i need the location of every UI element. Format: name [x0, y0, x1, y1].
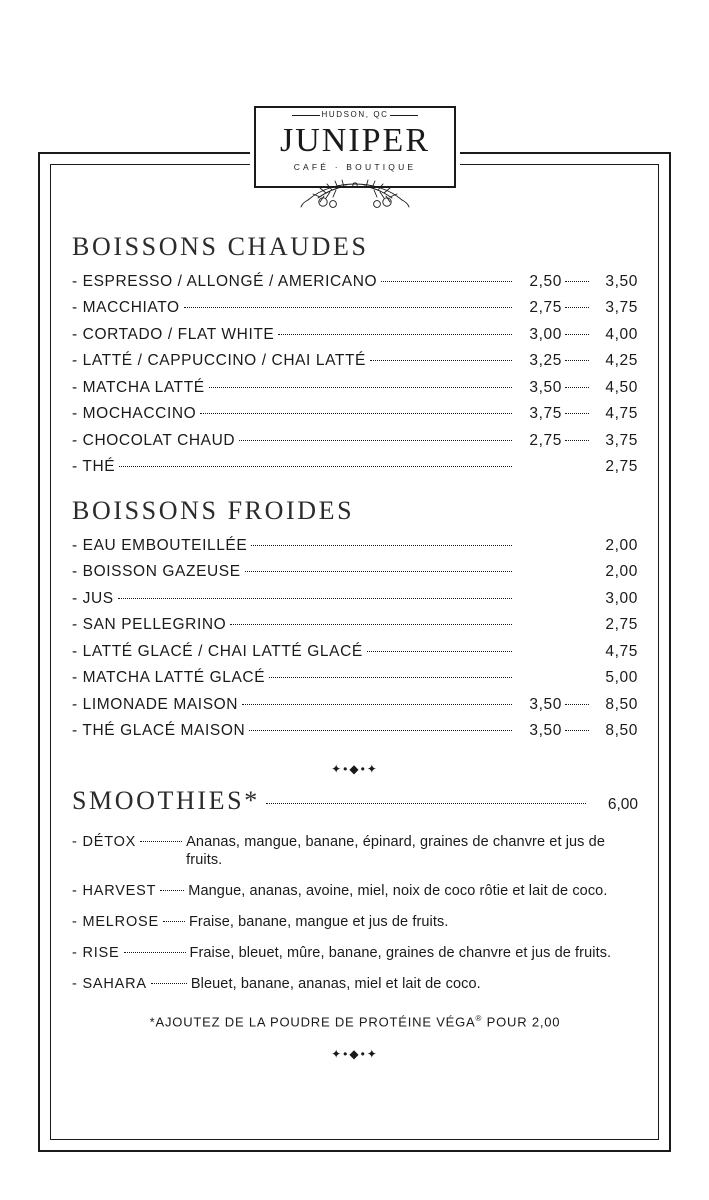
- smoothie-item: [72, 875, 638, 906]
- item-name: - LIMONADE MAISON: [72, 695, 239, 713]
- menu-row: [72, 374, 638, 401]
- dot-leader-mini: [565, 306, 589, 308]
- dot-leader-mini: [565, 703, 589, 705]
- dot-leader-mini: [565, 333, 589, 335]
- dot-leader-mini: [565, 729, 589, 731]
- menu-row: [72, 532, 638, 559]
- menu-row: [72, 665, 638, 692]
- juniper-wreath-icon: [250, 178, 460, 210]
- brand-logo: [250, 100, 460, 210]
- dot-leader: [140, 840, 182, 842]
- item-price-small: 3,75: [529, 405, 562, 422]
- item-price-large: 2,75: [605, 458, 638, 475]
- dot-leader-mini: [565, 280, 589, 282]
- item-name: - CORTADO / FLAT WHITE: [72, 325, 275, 343]
- menu-row: [72, 612, 638, 639]
- item-name: - JUS: [72, 589, 114, 607]
- ornament-divider-top: ✦•◆•✦: [331, 762, 379, 776]
- item-price-large: 3,75: [605, 299, 638, 316]
- dot-leader: [151, 982, 187, 984]
- menu-row: [72, 268, 638, 295]
- item-description: Mangue, ananas, avoine, miel, noix de coco rôtie et lait de coco.: [188, 882, 608, 899]
- dot-leader-mini: [565, 359, 589, 361]
- item-description: Fraise, bleuet, mûre, banane, graines de chanvre et jus de fruits.: [189, 945, 612, 961]
- item-price-large: 4,25: [605, 352, 638, 369]
- item-name: - ESPRESSO / ALLONGÉ / AMERICANO: [72, 272, 378, 290]
- menu-row: [72, 585, 638, 612]
- item-name: - THÉ GLACÉ MAISON: [72, 722, 246, 739]
- item-name: - MACCHIATO: [72, 299, 180, 316]
- item-name: - LATTÉ GLACÉ / CHAI LATTÉ GLACÉ: [72, 642, 363, 660]
- item-price-small: 3,50: [529, 695, 562, 713]
- dot-leader-mini: [565, 386, 589, 388]
- menu-row: [72, 691, 638, 718]
- item-name: - EAU EMBOUTEILLÉE: [72, 536, 248, 554]
- menu-content: [72, 232, 638, 1071]
- dot-leader: [251, 544, 512, 546]
- item-name: - BOISSON GAZEUSE: [72, 563, 241, 580]
- menu-row: [72, 718, 638, 745]
- logo-wordmark: JUNIPER: [279, 122, 431, 159]
- item-price-large: 5,00: [605, 669, 638, 686]
- item-price-large: 8,50: [605, 695, 638, 713]
- ornament-divider-bottom: ✦•◆•✦: [331, 1047, 379, 1062]
- menu-row: [72, 401, 638, 428]
- section-title: SMOOTHIES*: [72, 786, 260, 815]
- dot-leader: [119, 465, 512, 467]
- dot-leader: [230, 623, 512, 625]
- smoothie-item: [72, 826, 638, 875]
- dot-leader: [239, 439, 512, 441]
- dot-leader: [245, 570, 512, 572]
- item-price-small: 3,50: [529, 378, 562, 396]
- item-description: Bleuet, banane, ananas, miel et lait de coco.: [190, 976, 481, 993]
- item-name: - RISE: [72, 945, 120, 961]
- dot-leader: [367, 650, 512, 652]
- smoothies-header: [72, 786, 638, 816]
- item-name: - THÉ: [72, 458, 116, 475]
- item-name: - MELROSE: [72, 913, 159, 930]
- item-price-small: 2,50: [529, 272, 562, 290]
- section-boissons-froides: [72, 496, 638, 744]
- dot-leader: [163, 920, 185, 922]
- item-price-large: 2,00: [605, 563, 638, 580]
- smoothie-item: [72, 969, 638, 1000]
- item-name: - MATCHA LATTÉ GLACÉ: [72, 669, 266, 686]
- dot-leader: [118, 597, 512, 599]
- item-price-small: 3,25: [529, 352, 562, 369]
- item-price-small: 2,75: [529, 299, 562, 316]
- dot-leader: [160, 889, 184, 891]
- item-name: - LATTÉ / CAPPUCCINO / CHAI LATTÉ: [72, 352, 366, 369]
- dot-leader: [249, 729, 512, 731]
- smoothie-item: [72, 938, 638, 969]
- menu-row: [72, 427, 638, 454]
- item-price-large: 3,75: [605, 431, 638, 449]
- menu-row: [72, 348, 638, 375]
- smoothie-item: [72, 906, 638, 937]
- item-price-large: 4,00: [605, 325, 638, 343]
- item-name: - SAHARA: [72, 976, 147, 993]
- item-price-large: 2,00: [605, 536, 638, 554]
- menu-row: [72, 454, 638, 481]
- dot-leader: [266, 802, 586, 804]
- smoothies-price: 6,00: [607, 796, 638, 813]
- menu-row: [72, 321, 638, 348]
- protein-note: [72, 1014, 638, 1029]
- dot-leader: [200, 412, 512, 414]
- item-name: - HARVEST: [72, 882, 157, 899]
- item-price-large: 3,00: [605, 589, 638, 607]
- item-name: - MATCHA LATTÉ: [72, 378, 205, 396]
- logo-subtitle: CAFÉ · BOUTIQUE: [293, 162, 417, 172]
- menu-row: [72, 295, 638, 322]
- dot-leader: [278, 333, 512, 335]
- registered-mark: ®: [475, 1013, 483, 1023]
- item-price-large: 4,50: [605, 378, 638, 396]
- dot-leader-mini: [565, 412, 589, 414]
- menu-row: [72, 638, 638, 665]
- item-price-large: 8,50: [605, 722, 638, 739]
- item-name: - CHOCOLAT CHAUD: [72, 431, 236, 449]
- section-boissons-chaudes: [72, 232, 638, 480]
- item-price-large: 4,75: [605, 405, 638, 422]
- item-price-large: 4,75: [605, 642, 638, 660]
- section-smoothies: [72, 786, 638, 1029]
- dot-leader: [242, 703, 512, 705]
- dot-leader: [124, 951, 186, 953]
- dot-leader: [209, 386, 512, 388]
- item-price-small: 3,50: [529, 722, 562, 739]
- menu-row: [72, 559, 638, 586]
- item-name: - MOCHACCINO: [72, 405, 197, 422]
- dot-leader-mini: [565, 439, 589, 441]
- item-price-large: 3,50: [605, 272, 638, 290]
- protein-note-prefix: *AJOUTEZ DE LA POUDRE DE PROTÉINE VÉGA: [149, 1014, 476, 1030]
- item-name: - SAN PELLEGRINO: [72, 616, 227, 633]
- logo-location: HUDSON, QC: [321, 110, 389, 119]
- item-description: Ananas, mangue, banane, épinard, graines de chanvre et jus de fruits.: [186, 833, 605, 868]
- item-price-small: 3,00: [529, 325, 562, 343]
- dot-leader: [269, 676, 512, 678]
- dot-leader: [381, 280, 512, 282]
- protein-note-suffix: POUR 2,00: [482, 1014, 561, 1030]
- item-description: Fraise, banane, mangue et jus de fruits.: [188, 913, 449, 930]
- section-title: BOISSONS FROIDES: [72, 496, 355, 525]
- item-name: - DÉTOX: [72, 833, 137, 850]
- dot-leader: [370, 359, 512, 361]
- item-price-small: 2,75: [529, 431, 562, 449]
- dot-leader: [184, 306, 512, 308]
- section-title: BOISSONS CHAUDES: [72, 232, 369, 261]
- item-price-large: 2,75: [605, 616, 638, 633]
